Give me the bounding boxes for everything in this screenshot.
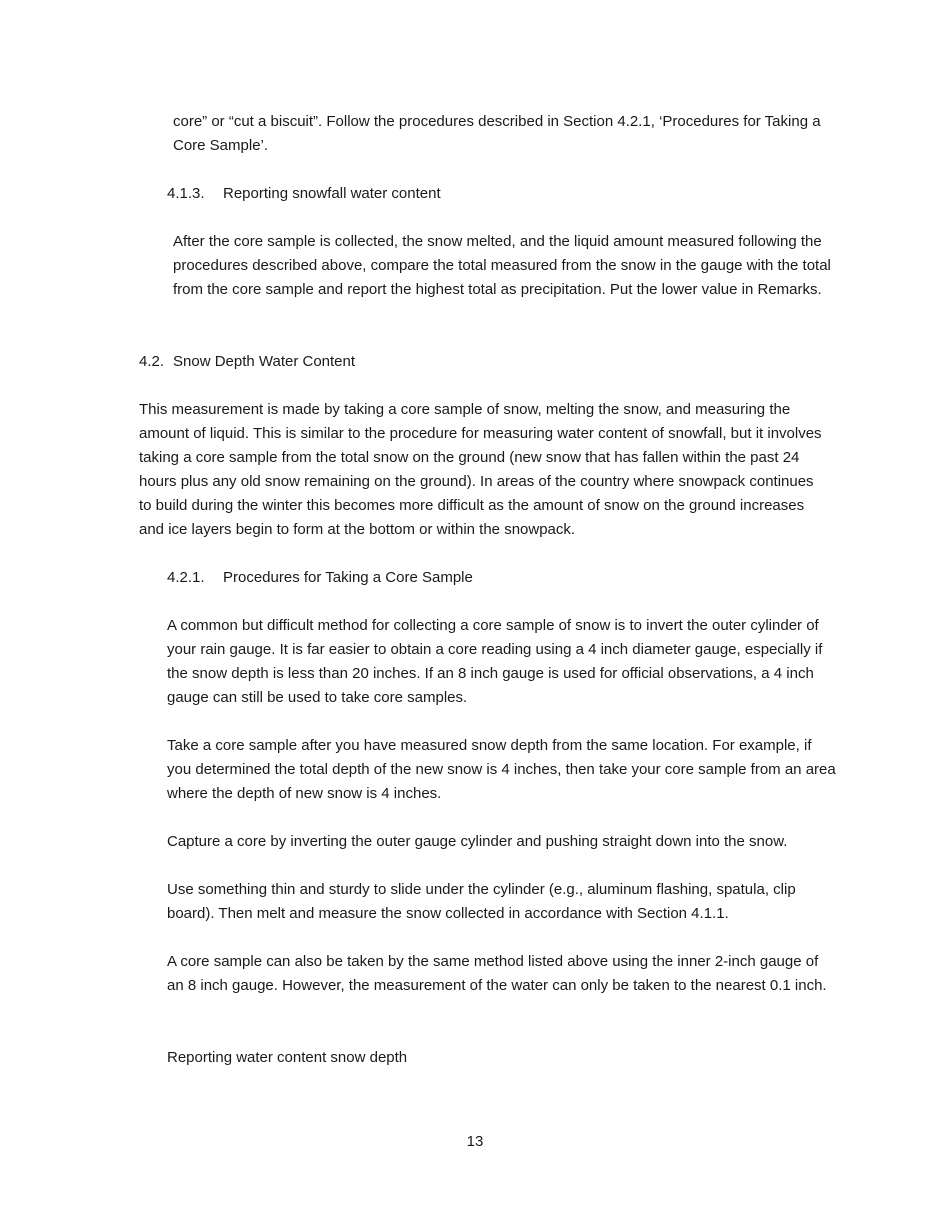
section-4-1-3-body: After the core sample is collected, the snow melted, and the liquid amount measured following the procedures described above, compare the total measured from the snow in the gauge with the total from the core sample and report the highest total as precipitation. Put the lower value in Remarks.	[173, 233, 831, 298]
page-number: 13	[466, 1133, 484, 1150]
section-4-2-1-heading	[167, 566, 473, 590]
core-sample-paragraph-5: A core sample can also be taken by the same method listed above using the inner 2-inch gauge of an 8 inch gauge. However, the measurement of the water can only be taken to the nearest 0.1 inch.	[167, 953, 827, 994]
section-title: Procedures for Taking a Core Sample	[223, 569, 473, 586]
section-title: Snow Depth Water Content	[173, 353, 356, 370]
reporting-water-content-heading: Reporting water content snow depth	[167, 1049, 408, 1066]
section-4-2-body: This measurement is made by taking a core sample of snow, melting the snow, and measuring the amount of liquid. This is similar to the procedure for measuring water content of snowfall, but it involves taking a core sample from the total snow on the ground (new snow that has fallen within the past 24 hours plus any old snow remaining on the ground). In areas of the country where snowpack continues to build during the winter this becomes more difficult as the amount of snow on the ground increases and ice layers begin to form at the bottom or within the snowpack.	[139, 401, 822, 538]
core-sample-paragraph-1: A common but difficult method for collecting a core sample of snow is to invert the outer cylinder of your rain gauge. It is far easier to obtain a core reading using a 4 inch diameter gauge, especially if the snow depth is less than 20 inches. If an 8 inch gauge is used for official observations, a 4 inch gauge can still be used to take core samples.	[167, 617, 823, 706]
section-4-2-heading	[139, 350, 355, 374]
section-4-1-3-heading	[167, 182, 441, 206]
section-number: 4.2.	[139, 353, 165, 370]
core-sample-paragraph-4: Use something thin and sturdy to slide under the cylinder (e.g., aluminum flashing, spatula, clip board). Then melt and measure the snow collected in accordance with Section 4.1.1.	[167, 881, 796, 922]
section-number: 4.1.3.	[167, 185, 205, 202]
continuation-paragraph: core” or “cut a biscuit”. Follow the procedures described in Section 4.2.1, ‘Procedures for Taking a Core Sample’.	[173, 113, 821, 154]
core-sample-paragraph-3: Capture a core by inverting the outer gauge cylinder and pushing straight down into the snow.	[167, 833, 788, 850]
section-title: Reporting snowfall water content	[223, 185, 441, 202]
section-number: 4.2.1.	[167, 569, 205, 586]
core-sample-paragraph-2: Take a core sample after you have measured snow depth from the same location. For example, if you determined the total depth of the new snow is 4 inches, then take your core sample from an area where the depth of new snow is 4 inches.	[167, 737, 836, 802]
